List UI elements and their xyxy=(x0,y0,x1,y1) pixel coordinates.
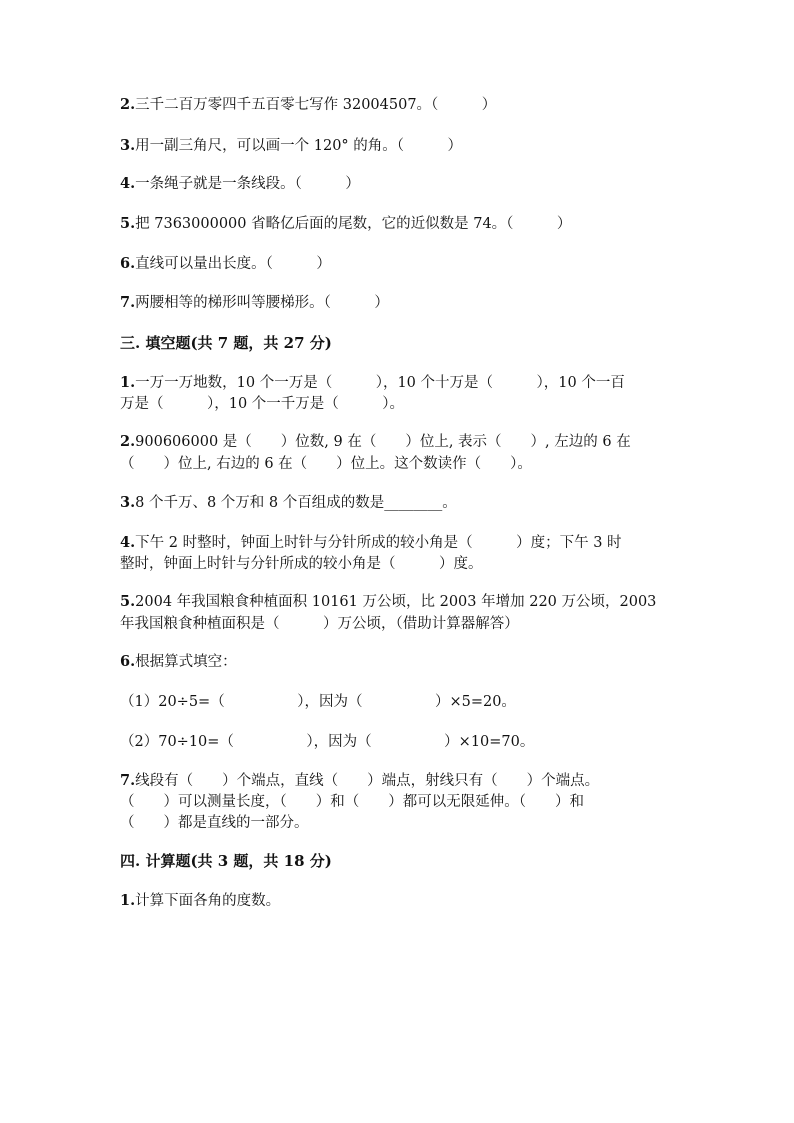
fill-q6-sub1: （1）20÷5=（ ），因为（ ）×5=20。 xyxy=(120,694,516,710)
fill-q6: 6.根据算式填空： xyxy=(120,653,237,670)
fill-q2-line1: 2.900606000 是（ ）位数, 9 在（ ）位上, 表示（ ）, 左边的 6 在 xyxy=(120,433,631,450)
fill-q7-line2: （ ）可以测量长度，（ ）和（ ）都可以无限延伸。（ ）和 xyxy=(120,794,584,810)
judge-q5: 5.把 7363000000 省略亿后面的尾数，它的近似数是 74。（ ） xyxy=(120,215,572,232)
judge-q7: 7.两腰相等的梯形叫等腰梯形。（ ） xyxy=(120,294,389,311)
fill-q2-line2: （ ）位上, 右边的 6 在（ ）位上。这个数读作（ ）。 xyxy=(120,456,532,472)
fill-q1-line1: 1.一万一万地数，10 个一万是（ ），10 个十万是（ ），10 个一百 xyxy=(120,374,625,391)
fill-q4-line1: 4.下午 2 时整时，钟面上时针与分针所成的较小角是（ ）度；下午 3 时 xyxy=(120,534,622,551)
calc-q1: 1.计算下面各角的度数。 xyxy=(120,892,281,909)
judge-q4: 4.一条绳子就是一条线段。（ ） xyxy=(120,175,360,192)
judge-q6: 6.直线可以量出长度。（ ） xyxy=(120,255,331,272)
fill-q6-sub2: （2）70÷10=（ ），因为（ ）×10=70。 xyxy=(120,734,535,750)
fill-q7-line1: 7.线段有（ ）个端点，直线（ ）端点，射线只有（ ）个端点。 xyxy=(120,772,600,789)
fill-q1-line2: 万是（ ），10 个一千万是（ ）。 xyxy=(120,396,405,412)
judge-q3: 3.用一副三角尺，可以画一个 120° 的角。（ ） xyxy=(120,137,463,154)
fill-q4-line2: 整时，钟面上时针与分针所成的较小角是（ ）度。 xyxy=(120,556,483,572)
section4-heading: 四. 计算题(共 3 题，共 18 分) xyxy=(120,852,332,870)
section3-heading: 三. 填空题(共 7 题，共 27 分) xyxy=(120,334,332,352)
judge-q2: 2.三千二百万零四千五百零七写作 32004507。（ ） xyxy=(120,96,497,113)
fill-q7-line3: （ ）都是直线的一部分。 xyxy=(120,815,309,831)
fill-q5-line1: 5.2004 年我国粮食种植面积 10161 万公顷，比 2003 年增加 220 万公顷，2003 xyxy=(120,593,657,610)
fill-q5-line2: 年我国粮食种植面积是（ ）万公顷，（借助计算器解答） xyxy=(120,616,519,632)
fill-q3: 3.8 个千万、8 个万和 8 个百组成的数是________。 xyxy=(120,494,457,511)
